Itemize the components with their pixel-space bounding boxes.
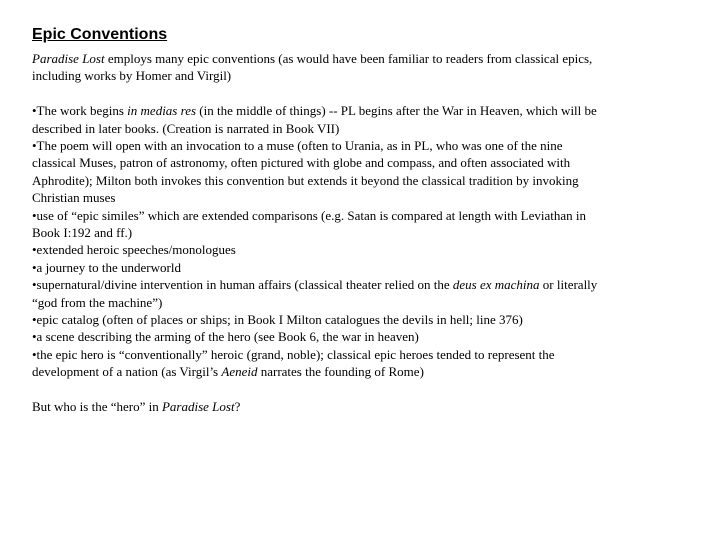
bullet-underworld: •a journey to the underworld	[32, 259, 181, 275]
bullet-epic-similes: •use of “epic similes” which are extended comparisons (e.g. Satan is compared at length with Leviathan in Book I:192 and ff.)	[32, 207, 586, 241]
bullet-italic-term: in medias res	[127, 103, 197, 119]
slide-content	[32, 26, 602, 416]
bullet-in-medias-res	[32, 102, 602, 137]
intro-text: employs many epic conventions (as would have been familiar to readers from classical epics, including works by Homer and Virgil)	[32, 51, 593, 84]
intro-paragraph	[32, 50, 602, 85]
bullet-text: •supernatural/divine intervention in human affairs (classical theater relied on the	[32, 277, 453, 293]
bullet-italic-term: Aeneid	[221, 364, 258, 380]
closing-text: But who is the “hero” in	[32, 399, 162, 415]
closing-work-title: Paradise Lost	[161, 399, 235, 415]
bullet-text: or literally “god from the machine”)	[32, 277, 598, 310]
bullet-text: •The work begins	[32, 103, 128, 119]
bullet-divine-intervention	[32, 276, 602, 311]
closing-question	[32, 398, 602, 415]
slide-title: Epic Conventions	[32, 26, 168, 43]
bullet-text: (in the middle of things) -- PL begins after the War in Heaven, which will be described in later books. (Creation is narrated in Book VII)	[32, 103, 597, 136]
bullet-text: •the epic hero is “conventionally” heroic (grand, noble); classical epic heroes tended to represent the development of a nation (as Virgil’s	[32, 346, 555, 380]
bullet-speeches: •extended heroic speeches/monologues	[32, 242, 236, 258]
bullet-invocation: •The poem will open with an invocation to a muse (often to Urania, as in PL, who was one of the nine classical Muses, patron of astronomy, often pictured with globe and compass, and often associated with Aphrodite); Milton both invokes this convention but extends it beyond the classical tradition by invoking Christian muses	[32, 138, 579, 206]
closing-text: ?	[234, 399, 241, 415]
bullet-epic-catalog: •epic catalog (often of places or ships; in Book I Milton catalogues the devils in hell; line 376)	[32, 312, 523, 328]
bullet-text: narrates the founding of Rome)	[257, 364, 424, 380]
intro-work-title: Paradise Lost	[32, 51, 105, 66]
bullet-epic-hero	[32, 346, 602, 381]
paragraph-gap	[32, 85, 602, 102]
paragraph-gap	[32, 381, 602, 398]
bullet-arming-scene: •a scene describing the arming of the hero (see Book 6, the war in heaven)	[32, 329, 419, 345]
bullet-italic-term: deus ex machina	[452, 277, 540, 293]
